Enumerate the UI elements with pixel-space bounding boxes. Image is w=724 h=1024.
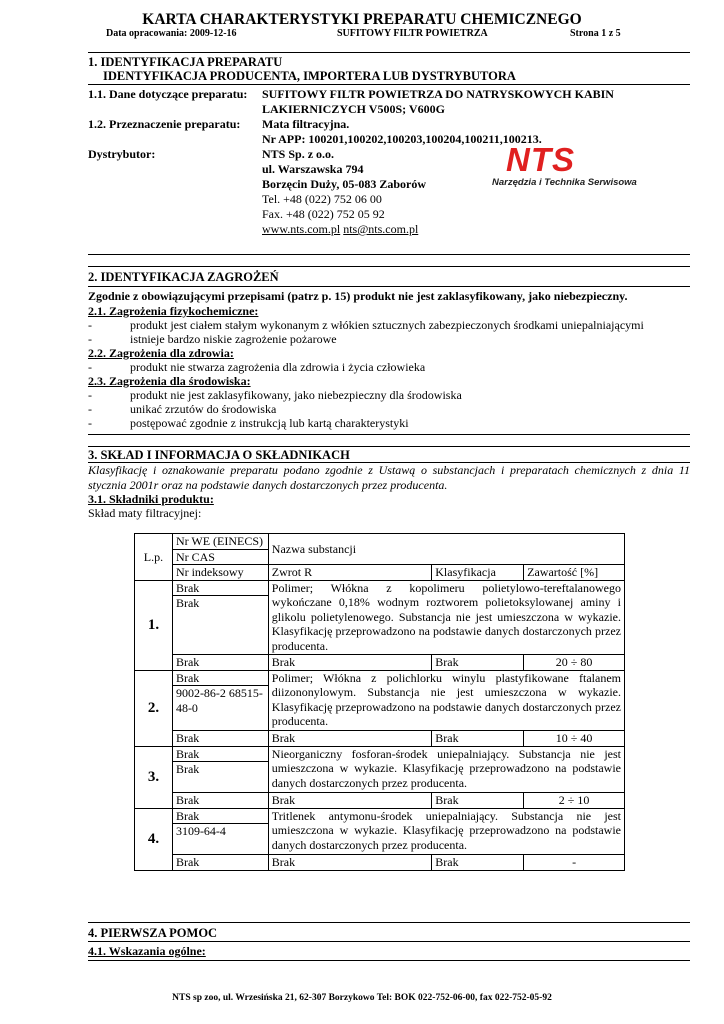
table-row: [135, 808, 625, 824]
divider: [88, 922, 690, 923]
header-we: Nr WE (EINECS): [172, 534, 268, 550]
row-zaw: 20 ÷ 80: [524, 655, 625, 671]
dist-links: [262, 222, 418, 237]
doc-title: KARTA CHARAKTERYSTYKI PREPARATU CHEMICZNEGO: [142, 11, 582, 28]
hazard-item: unikać zrzutów do środowiska: [130, 402, 277, 416]
bullet-dash: -: [88, 416, 92, 430]
doc-page: Strona 1 z 5: [570, 28, 621, 39]
substances-table: [134, 533, 625, 871]
divider: [88, 266, 690, 267]
table-row: [135, 580, 625, 596]
divider: [88, 254, 690, 255]
dist-street: ul. Warszawska 794: [262, 162, 364, 176]
label-11: 1.1. Dane dotyczące preparatu:: [88, 87, 248, 101]
row-idx: Brak: [172, 731, 268, 747]
row-cas: 3109-64-4: [172, 824, 268, 855]
header-cas: Nr CAS: [172, 549, 268, 565]
logo-mark: NTS: [506, 141, 575, 178]
dist-city: Borzęcin Duży, 05-083 Zaborów: [262, 177, 426, 191]
heading-41: 4.1. Wskazania ogólne:: [88, 944, 206, 958]
header-klas: Klasyfikacja: [432, 565, 524, 581]
row-name: Tritlenek antymonu-środek uniepalniający. Substancja nie jest umieszczona w wykazie. Klasyfikację przeprowadzono na podstawie danych dostarczonych przez producenta.: [268, 808, 624, 855]
table-row: [135, 655, 625, 671]
row-r: Brak: [268, 793, 431, 809]
divider: [88, 941, 690, 942]
value-11a: SUFITOWY FILTR POWIETRZA DO NATRYSKOWYCH KABIN: [262, 87, 614, 101]
hazard-item: istnieje bardzo niskie zagrożenie pożarowe: [130, 332, 337, 346]
hazard-item: produkt jest ciałem stałym wykonanym z włókien sztucznych zabezpieczonych środkami uniepalniającymi: [130, 318, 644, 332]
table-row: [135, 793, 625, 809]
bullet-dash: -: [88, 318, 92, 332]
table-row: [135, 746, 625, 762]
logo-tagline: Narzędzia i Technika Serwisowa: [492, 177, 637, 188]
row-we: Brak: [172, 746, 268, 762]
dist-fax: Fax. +48 (022) 752 05 92: [262, 207, 385, 221]
section1-subtitle: IDENTYFIKACJA PRODUCENTA, IMPORTERA LUB DYSTRYBUTORA: [103, 69, 516, 83]
divider: [88, 286, 690, 287]
row-klas: Brak: [432, 731, 524, 747]
row-klas: Brak: [432, 793, 524, 809]
heading-21: 2.1. Zagrożenia fizykochemiczne:: [88, 304, 259, 318]
section2-title: 2. IDENTYFIKACJA ZAGROŻEŃ: [88, 270, 279, 284]
row-r: Brak: [268, 731, 431, 747]
table-header-row: [135, 534, 625, 550]
hazard-item: postępować zgodnie z instrukcją lub kartą charakterystyki: [130, 416, 409, 430]
divider: [88, 446, 690, 447]
header-idx: Nr indeksowy: [172, 565, 268, 581]
row-lp: 1.: [135, 580, 173, 670]
dist-name: NTS Sp. z o.o.: [262, 147, 335, 161]
website-link[interactable]: www.nts.com.pl: [262, 222, 341, 236]
row-lp: 4.: [135, 808, 173, 870]
row-we: Brak: [172, 808, 268, 824]
row-idx: Brak: [172, 655, 268, 671]
header-name: Nazwa substancji: [268, 534, 624, 565]
row-zaw: -: [524, 855, 625, 871]
row-klas: Brak: [432, 855, 524, 871]
heading-22: 2.2. Zagrożenia dla zdrowia:: [88, 346, 234, 360]
row-lp: 2.: [135, 670, 173, 746]
bullet-dash: -: [88, 402, 92, 416]
row-r: Brak: [268, 655, 431, 671]
row-name: Polimer; Włókna z kopolimeru polietylowo-tereftalanowego wykończane 0,18% wodnym roztworem polietoksylowanej aminy i glikolu polietylenowego. Substancja nie jest umieszczona w wykazie. Klasyfikację przeprowadzono na podstawie danych dostarczonych przez producenta.: [268, 580, 624, 655]
row-name: Nieorganiczny fosforan-środek uniepalniający. Substancja nie jest umieszczona w wykazie. Klasyfikację przeprowadzono na podstawie danych dostarczonych przez producenta.: [268, 746, 624, 793]
row-zaw: 2 ÷ 10: [524, 793, 625, 809]
bullet-dash: -: [88, 388, 92, 402]
bullet-dash: -: [88, 360, 92, 374]
section3-intro: Klasyfikację i oznakowanie preparatu podano zgodnie z Ustawą o substancjach i preparatach chemicznych z dnia 11 stycznia 2001r oraz na podstawie danych dostarczonych przez producenta.: [88, 463, 690, 492]
nts-logo: [480, 141, 645, 193]
header-r: Zwrot R: [268, 565, 431, 581]
table-row: [135, 731, 625, 747]
row-we: Brak: [172, 670, 268, 686]
doc-date: Data opracowania: 2009-12-16: [106, 28, 237, 39]
label-12: 1.2. Przeznaczenie preparatu:: [88, 117, 241, 131]
heading-31: 3.1. Składniki produktu:: [88, 492, 214, 506]
value-12a: Mata filtracyjna.: [262, 117, 350, 131]
divider: [88, 960, 690, 961]
divider: [88, 434, 690, 435]
section2-intro: Zgodnie z obowiązującymi przepisami (patrz p. 15) produkt nie jest zaklasyfikowany, jako niebezpieczny.: [88, 289, 628, 303]
divider: [88, 52, 690, 53]
heading-23: 2.3. Zagrożenia dla środowiska:: [88, 374, 251, 388]
row-cas: Brak: [172, 596, 268, 655]
dist-phone: Tel. +48 (022) 752 06 00: [262, 192, 382, 206]
row-cas: 9002-86-2 68515-48-0: [172, 686, 268, 731]
table-row: [135, 855, 625, 871]
row-cas: Brak: [172, 762, 268, 793]
row-r: Brak: [268, 855, 431, 871]
composition-label: Skład maty filtracyjnej:: [88, 506, 202, 520]
table-row: [135, 670, 625, 686]
row-lp: 3.: [135, 746, 173, 808]
row-klas: Brak: [432, 655, 524, 671]
row-idx: Brak: [172, 793, 268, 809]
hazard-item: produkt nie jest zaklasyfikowany, jako niebezpieczny dla środowiska: [130, 388, 462, 402]
value-12b: Nr APP: 100201,100202,100203,100204,100211,100213.: [262, 132, 542, 146]
row-we: Brak: [172, 580, 268, 596]
email-link[interactable]: nts@nts.com.pl: [343, 222, 419, 236]
section4-title: 4. PIERWSZA POMOC: [88, 926, 218, 940]
section1-title: 1. IDENTYFIKACJA PREPARATU: [88, 55, 283, 69]
page-footer: NTS sp zoo, ul. Wrzesińska 21, 62-307 Borzykowo Tel: BOK 022-752-06-00, fax 022-752-05-92: [172, 993, 552, 1003]
table-header-row: [135, 565, 625, 581]
header-zaw: Zawartość [%]: [524, 565, 625, 581]
label-distributor: Dystrybutor:: [88, 147, 156, 161]
section3-title: 3. SKŁAD I INFORMACJA O SKŁADNIKACH: [88, 448, 350, 462]
doc-product: SUFITOWY FILTR POWIETRZA: [337, 28, 488, 39]
row-idx: Brak: [172, 855, 268, 871]
bullet-dash: -: [88, 332, 92, 346]
header-lp: L.p.: [135, 534, 173, 581]
divider: [88, 84, 690, 85]
row-zaw: 10 ÷ 40: [524, 731, 625, 747]
value-11b: LAKIERNICZYCH V500S; V600G: [262, 102, 445, 116]
row-name: Polimer; Włókna z polichlorku winylu plastyfikowane ftalanem diizononylowym. Substancja nie jest umieszczona w wykazie. Klasyfikację przeprowadzono na podstawie danych dostarczonych przez producenta.: [268, 670, 624, 731]
hazard-item: produkt nie stwarza zagrożenia dla zdrowia i życia człowieka: [130, 360, 426, 374]
